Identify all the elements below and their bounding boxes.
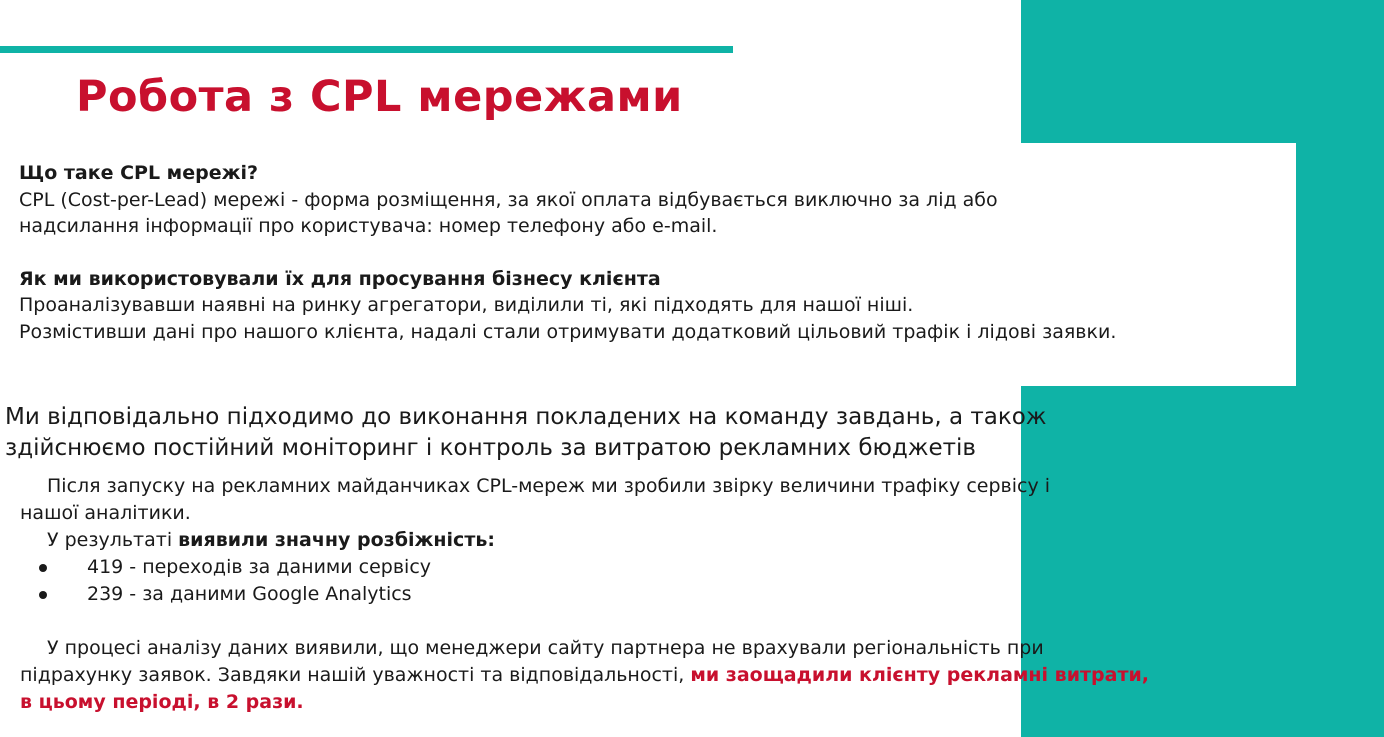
q1-text-line-2: надсилання інформації про користувача: номер телефону або e-mail. [19, 215, 718, 237]
result-line [20, 527, 1310, 554]
bullet-icon [39, 591, 47, 599]
p2-line-2-text: підрахунку заявок. Завдяки нашій уважності та відповідальності, [20, 664, 691, 686]
q2-text-line-1: Проаналізувавши наявні на ринку агрегатори, виділили ті, які підходять для нашої ніші. [19, 294, 914, 316]
p2-line-1: У процесі аналізу даних виявили, що менеджери сайту партнера не врахували регіональність при [47, 637, 1044, 659]
list-item [20, 581, 1310, 608]
q2-heading: Як ми використовували їх для просування бізнесу клієнта [19, 267, 661, 290]
statement-section [5, 402, 1305, 464]
q1-heading: Що таке CPL мережі? [19, 162, 259, 184]
p2-line-2 [20, 662, 1310, 689]
bullet-text: 419 - переходів за даними сервісу [87, 556, 432, 578]
q1-text-line-1: CPL (Cost-per-Lead) мережі - форма розміщення, за якої оплата відбувається виключно за лід або [19, 188, 998, 211]
p2-highlight-end: в цьому періоді, в 2 рази. [20, 691, 304, 713]
p1-line-2: нашої аналітики. [20, 502, 191, 524]
details-section [20, 473, 1310, 716]
result-bold: виявили значну розбіжність: [178, 529, 495, 551]
statement-line-2: здійснюємо постійний моніторинг і контроль за витратою рекламних бюджетів [5, 435, 976, 461]
top-accent-rule [0, 46, 733, 53]
p2-highlight: ми заощадили клієнту рекламні витрати, [690, 664, 1149, 686]
list-item [20, 554, 1310, 581]
p1-line-1: Після запуску на рекламних майданчиках CPL-мереж ми зробили звірку величини трафіку сервісу і [47, 475, 1051, 497]
statement-line-1: Ми відповідально підходимо до виконання покладених на команду завдань, а також [5, 404, 1047, 430]
intro-section [19, 160, 1289, 345]
bullet-icon [39, 564, 47, 572]
q2-text-line-2: Розмістивши дані про нашого клієнта, надалі стали отримувати додатковий цільовий трафік і лідові заявки. [19, 320, 1117, 343]
page-title: Робота з CPL мережами [76, 72, 683, 122]
bullet-text: 239 - за даними Google Analytics [87, 583, 412, 605]
result-prefix: У результаті [47, 529, 179, 551]
